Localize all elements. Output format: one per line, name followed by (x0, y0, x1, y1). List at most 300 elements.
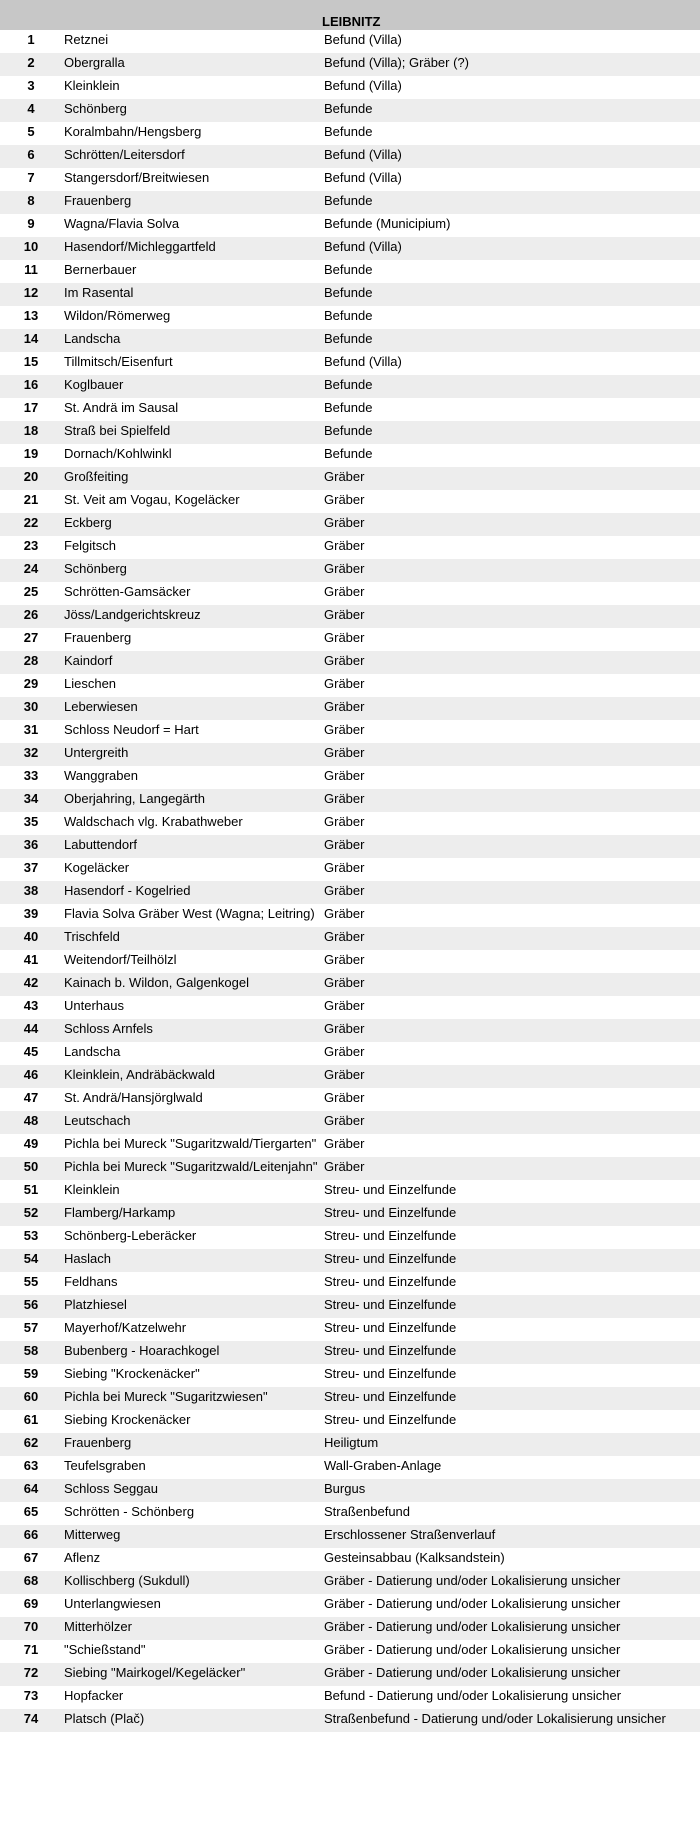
site-name: Dornach/Kohlwinkl (64, 446, 172, 461)
row-number: 5 (27, 124, 35, 139)
row-number: 64 (0, 1479, 62, 1502)
find-type: Gräber (322, 559, 700, 582)
table-row (0, 1226, 700, 1249)
find-type: Streu- und Einzelfunde (322, 1387, 700, 1410)
table-row (0, 1617, 700, 1640)
row-number: 1 (27, 32, 35, 47)
site-name: Wagna/Flavia Solva (64, 216, 180, 231)
site-name: Unterhaus (64, 998, 124, 1013)
find-type: Gräber (324, 998, 365, 1013)
find-type: Streu- und Einzelfunde (324, 1182, 457, 1197)
table-row (0, 53, 700, 76)
site-name: Koralmbahn/Hengsberg (64, 124, 202, 139)
site-name: "Schießstand" (64, 1642, 146, 1657)
site-name: Weitendorf/Teilhölzl (64, 952, 177, 967)
row-number: 45 (23, 1044, 39, 1059)
site-name: Wildon/Römerweg (64, 308, 171, 323)
site-name: Leberwiesen (62, 697, 322, 720)
table-row (0, 1571, 700, 1594)
find-type: Streu- und Einzelfunde (324, 1366, 457, 1381)
header-blank-num (0, 0, 62, 30)
find-type: Gräber (322, 743, 700, 766)
find-type: Streu- und Einzelfunde (322, 1249, 700, 1272)
site-name: Waldschach vlg. Krabathweber (64, 814, 243, 829)
row-number: 51 (23, 1182, 39, 1197)
row-number: 14 (0, 329, 62, 352)
row-number: 70 (0, 1617, 62, 1640)
row-number: 11 (24, 262, 38, 277)
site-name: Großfeiting (62, 467, 322, 490)
site-name: Kollischberg (Sukdull) (62, 1571, 322, 1594)
table-row (0, 1686, 700, 1709)
district-title: LEIBNITZ (322, 14, 381, 29)
table-row (0, 283, 700, 306)
site-name: Leutschach (62, 1111, 322, 1134)
find-type: Streu- und Einzelfunde (322, 1203, 700, 1226)
site-name: Bubenberg - Hoarachkogel (62, 1341, 322, 1364)
row-number: 67 (23, 1550, 39, 1565)
site-name: Bernerbauer (64, 262, 137, 277)
site-name: St. Veit am Vogau, Kogeläcker (64, 492, 240, 507)
table-row (0, 1387, 700, 1410)
row-number: 58 (0, 1341, 62, 1364)
table-row (0, 329, 700, 352)
site-name: Hopfacker (64, 1688, 124, 1703)
site-name: Labuttendorf (62, 835, 322, 858)
find-type: Streu- und Einzelfunde (322, 1295, 700, 1318)
table-row (0, 1157, 700, 1180)
site-name: Schrötten/Leitersdorf (62, 145, 322, 168)
find-type: Gräber (322, 1065, 700, 1088)
find-type: Befund - Datierung und/oder Lokalisierung unsicher (324, 1688, 622, 1703)
table-row (0, 1502, 700, 1525)
table-row (0, 536, 700, 559)
find-type: Streu- und Einzelfunde (324, 1320, 457, 1335)
site-name: Eckberg (62, 513, 322, 536)
site-name: Schrötten-Gamsäcker (64, 584, 191, 599)
find-type: Gräber (324, 492, 365, 507)
site-name: Landscha (62, 329, 322, 352)
find-type: Gräber (322, 1111, 700, 1134)
site-name: Koglbauer (62, 375, 322, 398)
table-row (0, 30, 700, 53)
site-name: Pichla bei Mureck "Sugaritzwiesen" (62, 1387, 322, 1410)
find-type: Befunde (322, 329, 700, 352)
find-type: Gräber (322, 697, 700, 720)
table-row (0, 559, 700, 582)
table-row (0, 674, 700, 697)
row-number: 20 (0, 467, 62, 490)
find-type: Befund (Villa) (322, 145, 700, 168)
row-number: 16 (0, 375, 62, 398)
find-type: Gräber (322, 835, 700, 858)
site-name: Schrötten - Schönberg (64, 1504, 195, 1519)
row-number: 27 (23, 630, 39, 645)
site-name: Aflenz (64, 1550, 101, 1565)
row-number: 10 (0, 237, 62, 260)
row-number: 68 (0, 1571, 62, 1594)
site-name: Kleinklein (64, 78, 120, 93)
site-name: St. Andrä/Hansjörglwald (64, 1090, 203, 1105)
find-type: Befunde (324, 400, 373, 415)
row-number: 8 (0, 191, 62, 214)
table-row (0, 1709, 700, 1732)
row-number: 50 (0, 1157, 62, 1180)
find-type: Gräber (324, 1090, 365, 1105)
site-name: Mitterweg (62, 1525, 322, 1548)
site-name: Siebing "Mairkogel/Kegeläcker" (62, 1663, 322, 1686)
find-type: Befunde (322, 421, 700, 444)
find-type: Befunde (Municipium) (324, 216, 451, 231)
site-name: Schönberg (62, 99, 322, 122)
row-number: 37 (23, 860, 39, 875)
table-row (0, 398, 700, 421)
table-row (0, 76, 700, 99)
table-row (0, 950, 700, 973)
table-row (0, 1594, 700, 1617)
table-row (0, 467, 700, 490)
row-number: 31 (23, 722, 39, 737)
find-type: Gräber (324, 1044, 365, 1059)
table-row (0, 1341, 700, 1364)
find-type: Gräber - Datierung und/oder Lokalisierung unsicher (324, 1596, 621, 1611)
row-number: 40 (0, 927, 62, 950)
row-number: 21 (23, 492, 39, 507)
row-number: 39 (23, 906, 39, 921)
site-name: St. Andrä im Sausal (64, 400, 179, 415)
header-blank-site (62, 0, 322, 30)
table-body (0, 30, 700, 1732)
site-name: Teufelsgraben (64, 1458, 146, 1473)
row-number: 56 (0, 1295, 62, 1318)
table-row (0, 835, 700, 858)
row-number: 35 (23, 814, 39, 829)
find-type: Gräber (322, 467, 700, 490)
site-name: Kogeläcker (64, 860, 130, 875)
row-number: 73 (23, 1688, 39, 1703)
row-number: 47 (23, 1090, 39, 1105)
site-name: Wanggraben (64, 768, 138, 783)
find-type: Gräber (322, 927, 700, 950)
site-name: Untergreith (62, 743, 322, 766)
table-row (0, 1134, 700, 1157)
site-name: Landscha (64, 1044, 121, 1059)
find-type: Befund (Villa) (324, 170, 402, 185)
find-type: Befund (Villa) (324, 78, 402, 93)
row-number: 42 (0, 973, 62, 996)
site-name: Frauenberg (62, 191, 322, 214)
row-number: 19 (23, 446, 39, 461)
find-type: Gräber (324, 768, 365, 783)
site-name: Obergralla (62, 53, 322, 76)
site-name: Pichla bei Mureck "Sugaritzwald/Tiergarten" (64, 1136, 317, 1151)
find-type: Gräber (322, 605, 700, 628)
table-row (0, 697, 700, 720)
table-row (0, 421, 700, 444)
find-type: Gräber (322, 881, 700, 904)
find-type: Gräber (324, 860, 365, 875)
table-row (0, 881, 700, 904)
find-type: Gräber (322, 651, 700, 674)
table-header (0, 0, 700, 30)
row-number: 33 (23, 768, 39, 783)
site-name: Jöss/Landgerichtskreuz (62, 605, 322, 628)
table-row (0, 789, 700, 812)
row-number: 44 (0, 1019, 62, 1042)
row-number: 34 (0, 789, 62, 812)
site-name: Schloss Seggau (62, 1479, 322, 1502)
table-row (0, 1019, 700, 1042)
row-number: 65 (23, 1504, 39, 1519)
find-type: Gräber (324, 1136, 365, 1151)
site-name: Frauenberg (64, 630, 132, 645)
find-type: Straßenbefund - Datierung und/oder Lokalisierung unsicher (322, 1709, 700, 1732)
table-row (0, 306, 700, 329)
site-name: Mitterhölzer (62, 1617, 322, 1640)
site-name: Siebing "Krockenäcker" (64, 1366, 200, 1381)
site-name: Oberjahring, Langegärth (62, 789, 322, 812)
site-name: Stangersdorf/Breitwiesen (64, 170, 210, 185)
row-number: 32 (0, 743, 62, 766)
table-row (0, 1180, 700, 1203)
row-number: 57 (23, 1320, 39, 1335)
row-number: 48 (0, 1111, 62, 1134)
site-name: Tillmitsch/Eisenfurt (64, 354, 173, 369)
table-row (0, 927, 700, 950)
table-row (0, 260, 700, 283)
table-row (0, 720, 700, 743)
row-number: 12 (0, 283, 62, 306)
find-type: Befunde (324, 308, 373, 323)
table-row (0, 490, 700, 513)
row-number: 43 (23, 998, 39, 1013)
find-type: Gräber (324, 676, 365, 691)
table-row (0, 1479, 700, 1502)
table-row (0, 122, 700, 145)
site-name: Schloss Arnfels (62, 1019, 322, 1042)
find-type: Heiligtum (322, 1433, 700, 1456)
table-row (0, 996, 700, 1019)
find-type: Gräber (322, 513, 700, 536)
find-type: Befunde (322, 283, 700, 306)
row-number: 36 (0, 835, 62, 858)
find-type: Streu- und Einzelfunde (324, 1274, 457, 1289)
row-number: 71 (23, 1642, 39, 1657)
row-number: 46 (0, 1065, 62, 1088)
find-type: Wall-Graben-Anlage (324, 1458, 442, 1473)
find-type: Gräber - Datierung und/oder Lokalisierung unsicher (322, 1571, 700, 1594)
find-type: Befund (Villa); Gräber (?) (322, 53, 700, 76)
find-type: Befunde (322, 99, 700, 122)
table-row (0, 1456, 700, 1479)
row-number: 38 (0, 881, 62, 904)
site-name: Kainach b. Wildon, Galgenkogel (62, 973, 322, 996)
table-row (0, 352, 700, 375)
row-number: 41 (23, 952, 39, 967)
find-type: Befunde (324, 262, 373, 277)
row-number: 6 (0, 145, 62, 168)
row-number: 62 (0, 1433, 62, 1456)
find-type: Gräber - Datierung und/oder Lokalisierung unsicher (324, 1642, 621, 1657)
site-name: Frauenberg (62, 1433, 322, 1456)
table-row (0, 628, 700, 651)
row-number: 3 (27, 78, 35, 93)
find-type: Befund (Villa) (322, 237, 700, 260)
table-row (0, 1272, 700, 1295)
row-number: 30 (0, 697, 62, 720)
find-type: Gräber (324, 584, 365, 599)
table-row (0, 444, 700, 467)
site-name: Schloss Neudorf = Hart (64, 722, 199, 737)
row-number: 15 (23, 354, 39, 369)
site-name: Feldhans (64, 1274, 118, 1289)
row-number: 9 (27, 216, 35, 231)
table-row (0, 582, 700, 605)
row-number: 69 (23, 1596, 39, 1611)
row-number: 54 (0, 1249, 62, 1272)
row-number: 28 (0, 651, 62, 674)
table-row (0, 513, 700, 536)
table-row (0, 1433, 700, 1456)
table-row (0, 743, 700, 766)
row-number: 17 (23, 400, 39, 415)
site-name: Lieschen (64, 676, 117, 691)
site-name: Kleinklein, Andräbäckwald (62, 1065, 322, 1088)
table-row (0, 191, 700, 214)
find-type: Gräber (324, 906, 365, 921)
find-type: Gräber (322, 973, 700, 996)
find-type: Befund (Villa) (324, 32, 402, 47)
table-row (0, 605, 700, 628)
site-name: Hasendorf/Michleggartfeld (62, 237, 322, 260)
find-type: Streu- und Einzelfunde (322, 1341, 700, 1364)
table-row (0, 99, 700, 122)
site-name: Flavia Solva Gräber West (Wagna; Leitring) (64, 906, 315, 921)
find-type: Gräber (324, 952, 365, 967)
site-name: Kleinklein (64, 1182, 120, 1197)
table-row (0, 1249, 700, 1272)
site-name: Hasendorf - Kogelried (62, 881, 322, 904)
find-type: Burgus (322, 1479, 700, 1502)
row-number: 63 (23, 1458, 39, 1473)
table-row (0, 1548, 700, 1571)
row-number: 52 (0, 1203, 62, 1226)
row-number: 24 (0, 559, 62, 582)
find-type: Befunde (324, 124, 373, 139)
site-name: Schönberg-Leberäcker (64, 1228, 197, 1243)
table-row (0, 1111, 700, 1134)
row-number: 4 (0, 99, 62, 122)
find-type: Straßenbefund (324, 1504, 411, 1519)
table-row (0, 375, 700, 398)
table-row (0, 858, 700, 881)
table-row (0, 1295, 700, 1318)
row-number: 22 (0, 513, 62, 536)
table-row (0, 1088, 700, 1111)
find-type: Streu- und Einzelfunde (324, 1412, 457, 1427)
table-row (0, 766, 700, 789)
table-row (0, 1410, 700, 1433)
site-name: Pichla bei Mureck "Sugaritzwald/Leitenjahn" (62, 1157, 322, 1180)
site-name: Schönberg (62, 559, 322, 582)
site-name: Flamberg/Harkamp (62, 1203, 322, 1226)
find-type: Erschlossener Straßenverlauf (322, 1525, 700, 1548)
table-row (0, 1065, 700, 1088)
site-name: Trischfeld (62, 927, 322, 950)
table-row (0, 973, 700, 996)
row-number: 55 (23, 1274, 39, 1289)
site-name: Siebing Krockenäcker (64, 1412, 191, 1427)
site-name: Im Rasental (62, 283, 322, 306)
row-number: 61 (23, 1412, 39, 1427)
table-row (0, 1663, 700, 1686)
table-row (0, 168, 700, 191)
district-title-cell (322, 0, 700, 30)
table-row (0, 651, 700, 674)
find-type: Gräber (322, 789, 700, 812)
row-number: 72 (0, 1663, 62, 1686)
table-row (0, 1525, 700, 1548)
row-number: 74 (0, 1709, 62, 1732)
table-row (0, 1364, 700, 1387)
find-type: Gräber - Datierung und/oder Lokalisierung unsicher (322, 1663, 700, 1686)
find-type: Gräber (324, 722, 365, 737)
find-type: Streu- und Einzelfunde (324, 1228, 457, 1243)
row-number: 23 (23, 538, 39, 553)
find-type: Gräber (324, 814, 365, 829)
row-number: 18 (0, 421, 62, 444)
find-type: Gräber (324, 538, 365, 553)
table-row (0, 1640, 700, 1663)
row-number: 13 (23, 308, 39, 323)
row-number: 59 (23, 1366, 39, 1381)
table-row (0, 145, 700, 168)
site-name: Felgitsch (64, 538, 117, 553)
row-number: 7 (27, 170, 35, 185)
find-type: Gräber (322, 1157, 700, 1180)
site-name: Straß bei Spielfeld (62, 421, 322, 444)
table-row (0, 904, 700, 927)
row-number: 26 (0, 605, 62, 628)
row-number: 49 (23, 1136, 39, 1151)
site-name: Unterlangwiesen (64, 1596, 161, 1611)
row-number: 66 (0, 1525, 62, 1548)
site-name: Mayerhof/Katzelwehr (64, 1320, 187, 1335)
site-name: Platzhiesel (62, 1295, 322, 1318)
table-row (0, 1042, 700, 1065)
row-number: 60 (0, 1387, 62, 1410)
row-number: 25 (23, 584, 39, 599)
site-name: Retznei (64, 32, 109, 47)
find-type: Gesteinsabbau (Kalksandstein) (324, 1550, 505, 1565)
table-row (0, 237, 700, 260)
table-row (0, 214, 700, 237)
site-name: Kaindorf (62, 651, 322, 674)
table-row (0, 812, 700, 835)
table-row (0, 1203, 700, 1226)
find-type: Gräber - Datierung und/oder Lokalisierung unsicher (322, 1617, 700, 1640)
site-name: Platsch (Plač) (62, 1709, 322, 1732)
find-type: Befund (Villa) (324, 354, 402, 369)
row-number: 53 (23, 1228, 39, 1243)
find-type: Gräber (324, 630, 365, 645)
row-number: 2 (0, 53, 62, 76)
find-type: Befunde (322, 375, 700, 398)
row-number: 29 (23, 676, 39, 691)
find-type: Befunde (322, 191, 700, 214)
table-row (0, 1318, 700, 1341)
find-type: Befunde (324, 446, 373, 461)
